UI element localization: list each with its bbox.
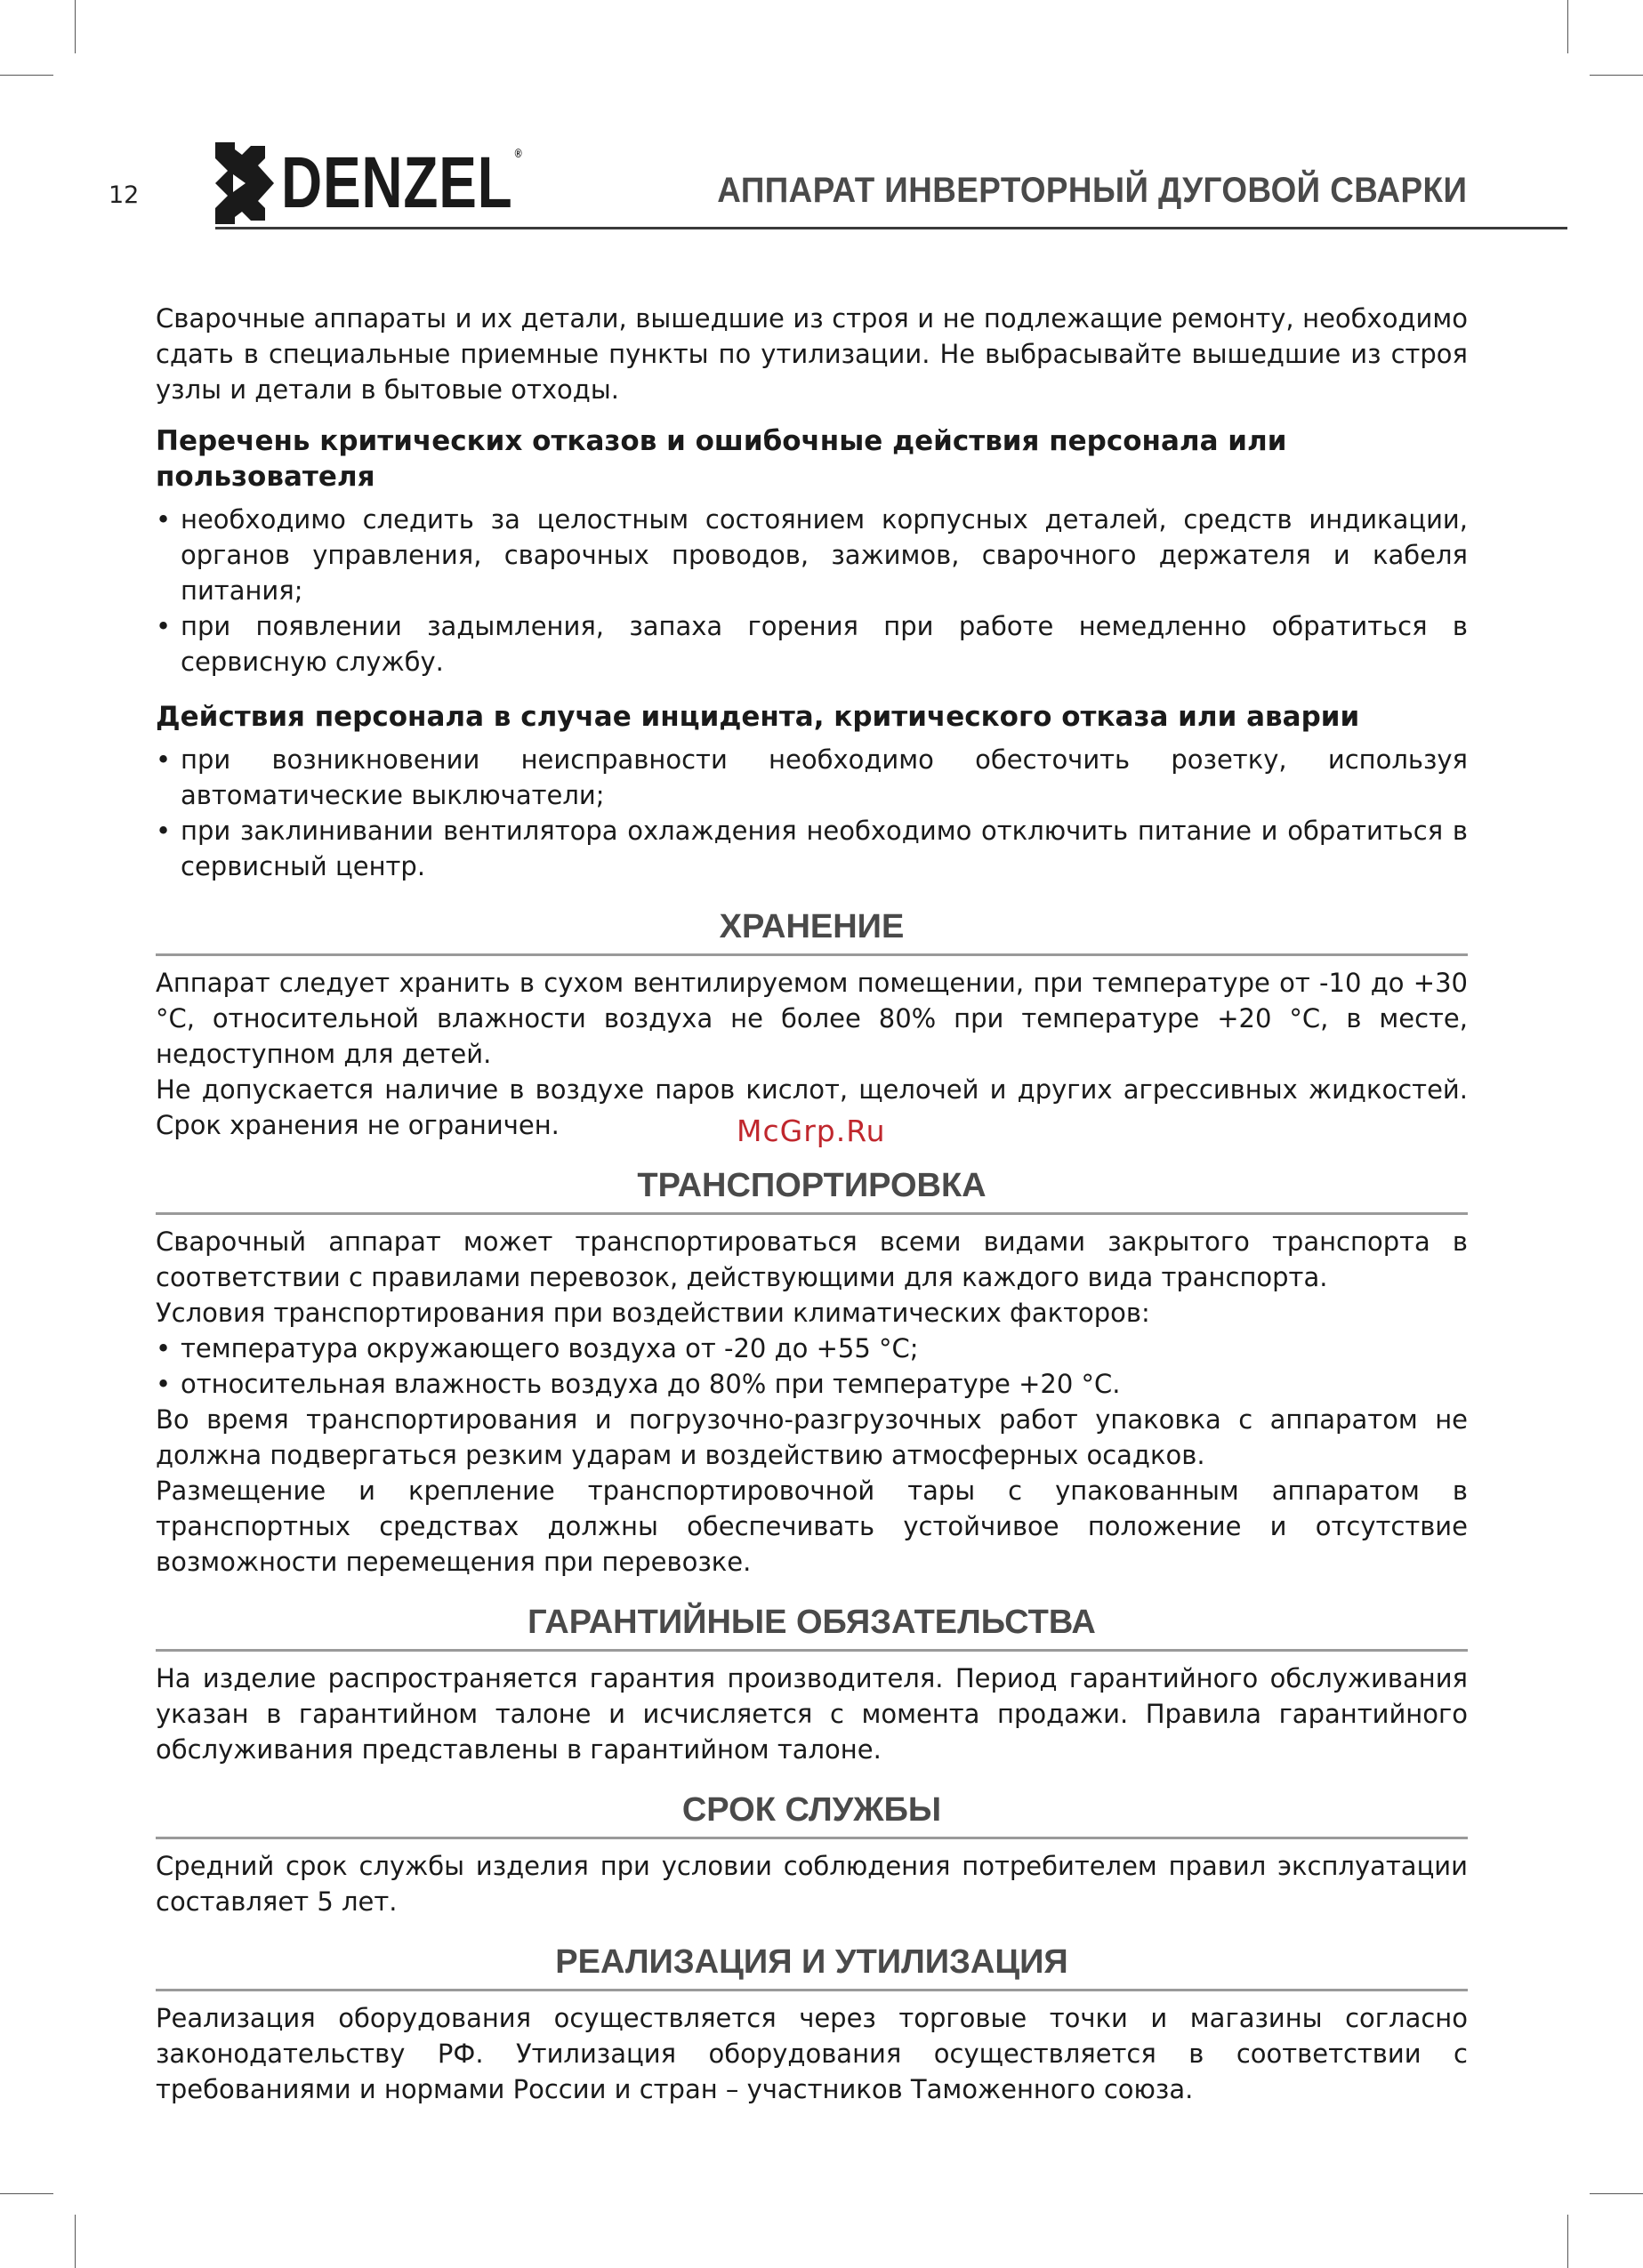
transport-heading: ТРАНСПОРТИРОВКА xyxy=(156,1164,1468,1215)
service-life-heading: СРОК СЛУЖБЫ xyxy=(156,1789,1468,1839)
list-item: • при возникновении неисправности необходимо обесточить розетку, используя автоматические выключатели; xyxy=(156,742,1468,813)
list-item: • относительная влажность воздуха до 80% при температуре +20 °С. xyxy=(156,1366,1468,1402)
transport-paragraph: Сварочный аппарат может транспортироваться всеми видами закрытого транспорта в соответствии с правилами перевозок, действующими для каждого вида транспорта. xyxy=(156,1226,1468,1292)
logo-text: DENZEL ® xyxy=(281,142,523,223)
failures-list xyxy=(156,502,1468,680)
transport-paragraph: Условия транспортирования при воздействии климатических факторов: xyxy=(156,1298,1150,1328)
denzel-shield-icon xyxy=(215,142,274,224)
storage-heading: ХРАНЕНИЕ xyxy=(156,905,1468,956)
failures-heading: Перечень критических отказов и ошибочные действия персонала или пользователя xyxy=(156,425,1287,493)
transport-paragraph: Размещение и крепление транспортировочной тары с упакованным аппаратом в транспортных средствах должны обеспечивать устойчивое положение и отсутствие возможности перемещения при перевозке. xyxy=(156,1476,1468,1577)
crop-mark xyxy=(0,75,53,76)
intro-paragraph: Сварочные аппараты и их детали, вышедшие из строя и не подлежащие ремонту, необходимо сдать в специальные приемные пункты по утилизации. Не выбрасывайте вышедшие из строя узлы и детали в бытовые отходы. xyxy=(156,303,1468,405)
brand-logo xyxy=(215,142,578,224)
document-title: АППАРАТ ИНВЕРТОРНЫЙ ДУГОВОЙ СВАРКИ xyxy=(716,171,1467,210)
storage-paragraph: Не допускается наличие в воздухе паров кислот, щелочей и других агрессивных жидкостей. Срок хранения не ограничен. xyxy=(156,1074,1468,1140)
list-item: • температура окружающего воздуха от -20 до +55 °С; xyxy=(156,1331,1468,1366)
crop-mark xyxy=(75,2215,76,2268)
service-life-paragraph: Средний срок службы изделия при условии соблюдения потребителем правил эксплуатации составляет 5 лет. xyxy=(156,1851,1468,1917)
crop-mark xyxy=(1567,0,1568,53)
crop-mark xyxy=(75,0,76,53)
crop-mark xyxy=(1590,2193,1643,2194)
warranty-paragraph: На изделие распространяется гарантия производителя. Период гарантийного обслуживания указан в гарантийном талоне и исчисляется с момента продажи. Правила гарантийного обслуживания представлены в гарантийном талоне. xyxy=(156,1663,1468,1765)
crop-mark xyxy=(1567,2215,1568,2268)
storage-paragraph: Аппарат следует хранить в сухом вентилируемом помещении, при температуре от -10 до +30 °С, относительной влажности воздуха не более 80% при температуре +20 °С, в месте, недоступном для детей. xyxy=(156,968,1468,1069)
warranty-heading: ГАРАНТИЙНЫЕ ОБЯЗАТЕЛЬСТВА xyxy=(156,1601,1468,1652)
registered-mark: ® xyxy=(514,146,523,160)
transport-paragraph: Во время транспортирования и погрузочно-разгрузочных работ упаковка с аппаратом не должна подвергаться резким ударам и воздействию атмосферных осадков. xyxy=(156,1404,1468,1470)
transport-list xyxy=(156,1331,1468,1402)
header-divider xyxy=(215,227,1567,229)
list-item: • при заклинивании вентилятора охлаждения необходимо отключить питание и обратиться в сервисный центр. xyxy=(156,813,1468,884)
incident-heading: Действия персонала в случае инцидента, критического отказа или аварии xyxy=(156,701,1360,733)
page-number: 12 xyxy=(109,181,140,209)
disposal-paragraph: Реализация оборудования осуществляется через торговые точки и магазины согласно законодательству РФ. Утилизация оборудования осуществляется в соответствии с требованиями и нормами России и стран – участников Таможенного союза. xyxy=(156,2003,1468,2104)
site-watermark: McGrp.Ru xyxy=(737,1114,886,1148)
list-item: • при появлении задымления, запаха горения при работе немедленно обратиться в сервисную службу. xyxy=(156,608,1468,680)
crop-mark xyxy=(0,2193,53,2194)
disposal-heading: РЕАЛИЗАЦИЯ И УТИЛИЗАЦИЯ xyxy=(156,1941,1468,1991)
list-item: • необходимо следить за целостным состоянием корпусных деталей, средств индикации, органов управления, сварочных проводов, зажимов, сварочного держателя и кабеля питания; xyxy=(156,502,1468,608)
incident-list xyxy=(156,742,1468,884)
crop-mark xyxy=(1590,75,1643,76)
page-content xyxy=(156,301,1468,2107)
